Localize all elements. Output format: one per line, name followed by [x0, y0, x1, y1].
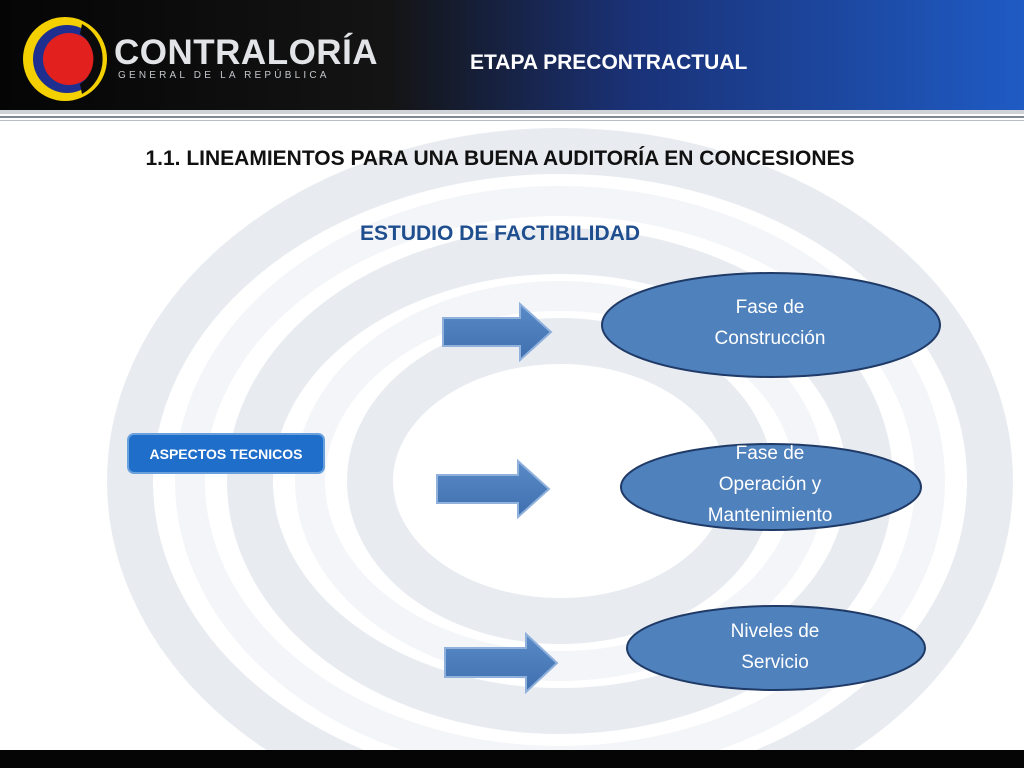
arrow-right-icon — [437, 461, 549, 517]
node-label-servicio — [630, 616, 920, 678]
node-label-line: Fase de — [735, 443, 805, 464]
node-label-line: Mantenimiento — [707, 505, 833, 526]
arrow-right-icon — [445, 634, 557, 692]
node-label-line: Servicio — [741, 652, 809, 673]
node-label-line: Construcción — [714, 328, 826, 349]
section-title: ETAPA PRECONTRACTUAL — [470, 51, 748, 74]
node-label-construccion — [615, 292, 925, 354]
aspectos-tecnicos-box: ASPECTOS TECNICOS — [127, 433, 325, 474]
node-label-operacion — [625, 438, 915, 531]
node-label-line: Operación y — [718, 474, 822, 495]
logo-wordmark: CONTRALORÍA — [114, 33, 379, 72]
slide-subtitle: ESTUDIO DE FACTIBILIDAD — [359, 222, 640, 245]
slide-title: 1.1. LINEAMIENTOS PARA UNA BUENA AUDITORÍA EN CONCESIONES — [145, 147, 855, 170]
node-label-line: Niveles de — [730, 621, 820, 642]
logo-subtitle: GENERAL DE LA REPÚBLICA — [118, 70, 330, 81]
arrow-right-icon — [443, 304, 551, 360]
node-label-line: Fase de — [735, 297, 805, 318]
footer-bar — [0, 750, 1024, 768]
